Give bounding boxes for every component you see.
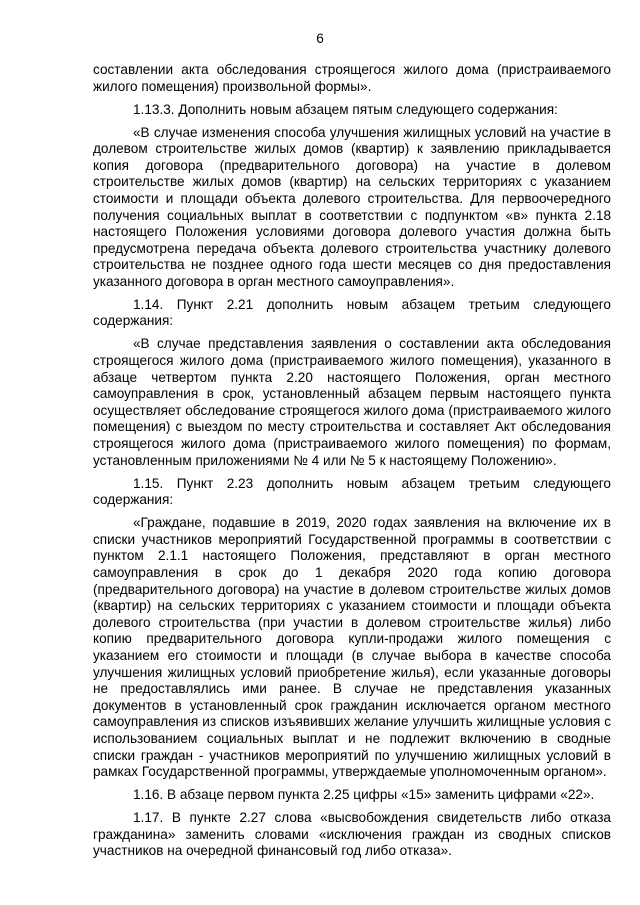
paragraph-quote-3: «Граждане, подавшие в 2019, 2020 годах заявления на включение их в списки участников мероприятий Государственной программы в соответствии с пунктом 2.1.1 настоящего Положения, представляют в орган местного самоуправления в срок до 1 декабря 2020 года копию договора (предварительного договора) на участие в долевом строительстве жилых домов (квартир) на сельских территориях с указанием стоимости и площади объекта долевого строительства (при участии в долевом строительстве жилья) либо копию предварительного договора купли-продажи жилого помещения с указанием его стоимости и площади (в случае выбора в качестве способа улучшения жилищных условий приобретение жилья), если указанные договоры не предоставлялись ими ранее. В случае не представления указанных документов в установленный срок гражданин исключается органом местного самоуправления из списков изъявивших желание улучшить жилищные условия с использованием социальных выплат и не подлежит включению в сводные списки граждан - участников мероприятий по улучшению жилищных условий в рамках Государственной программы, утверждаемые уполномоченным органом». — [93, 515, 611, 780]
paragraph-quote-2: «В случае представления заявления о составлении акта обследования строящегося жилого дома (пристраиваемого жилого помещения), указанного в абзаце четвертом пункта 2.20 настоящего Положения, орган местного самоуправления в срок, установленный абзацем первым настоящего пункта осуществляет обследование строящегося жилого дома (пристраиваемого жилого помещения) с выездом по месту строительства и составляет Акт обследования строящегося жилого дома (пристраиваемого жилого помещения) по формам, установленным приложениями № 4 или № 5 к настоящему Положению». — [93, 336, 611, 468]
paragraph-1-15: 1.15. Пункт 2.23 дополнить новым абзацем третьим следующего содержания: — [93, 475, 611, 508]
paragraph-quote-1: «В случае изменения способа улучшения жилищных условий на участие в долевом строительстве жилых домов (квартир) к заявлению прикладывается копия договора (предварительного договора) на участие в долевом строительстве жилых домов (квартир) на сельских территориях с указанием стоимости и площади объекта долевого строительства. Для первоочередного получения социальных выплат в соответствии с подпунктом «в» пункта 2.18 настоящего Положения условиями договора долевого участия должна быть предусмотрена передача объекта долевого строительства участнику долевого строительства не позднее одного года шести месяцев со дня предоставления указанного договора в орган местного самоуправления». — [93, 124, 611, 289]
document-body — [93, 62, 611, 866]
paragraph-continuation: составлении акта обследования строящегося жилого дома (пристраиваемого жилого помещения) произвольной формы». — [93, 62, 611, 94]
paragraph-1-14: 1.14. Пункт 2.21 дополнить новым абзацем третьим следующего содержания: — [93, 296, 611, 329]
paragraph-1-16: 1.16. В абзаце первом пункта 2.25 цифры «15» заменить цифрами «22». — [133, 787, 595, 803]
paragraph-1-13-3: 1.13.3. Дополнить новым абзацем пятым следующего содержания: — [133, 101, 558, 117]
page-number: 6 — [316, 31, 324, 46]
paragraph-1-17: 1.17. В пункте 2.27 слова «высвобождения свидетельств либо отказа гражданина» заменить словами «исключения граждан из сводных списков участников на очередной финансовый год либо отказа». — [93, 810, 611, 859]
